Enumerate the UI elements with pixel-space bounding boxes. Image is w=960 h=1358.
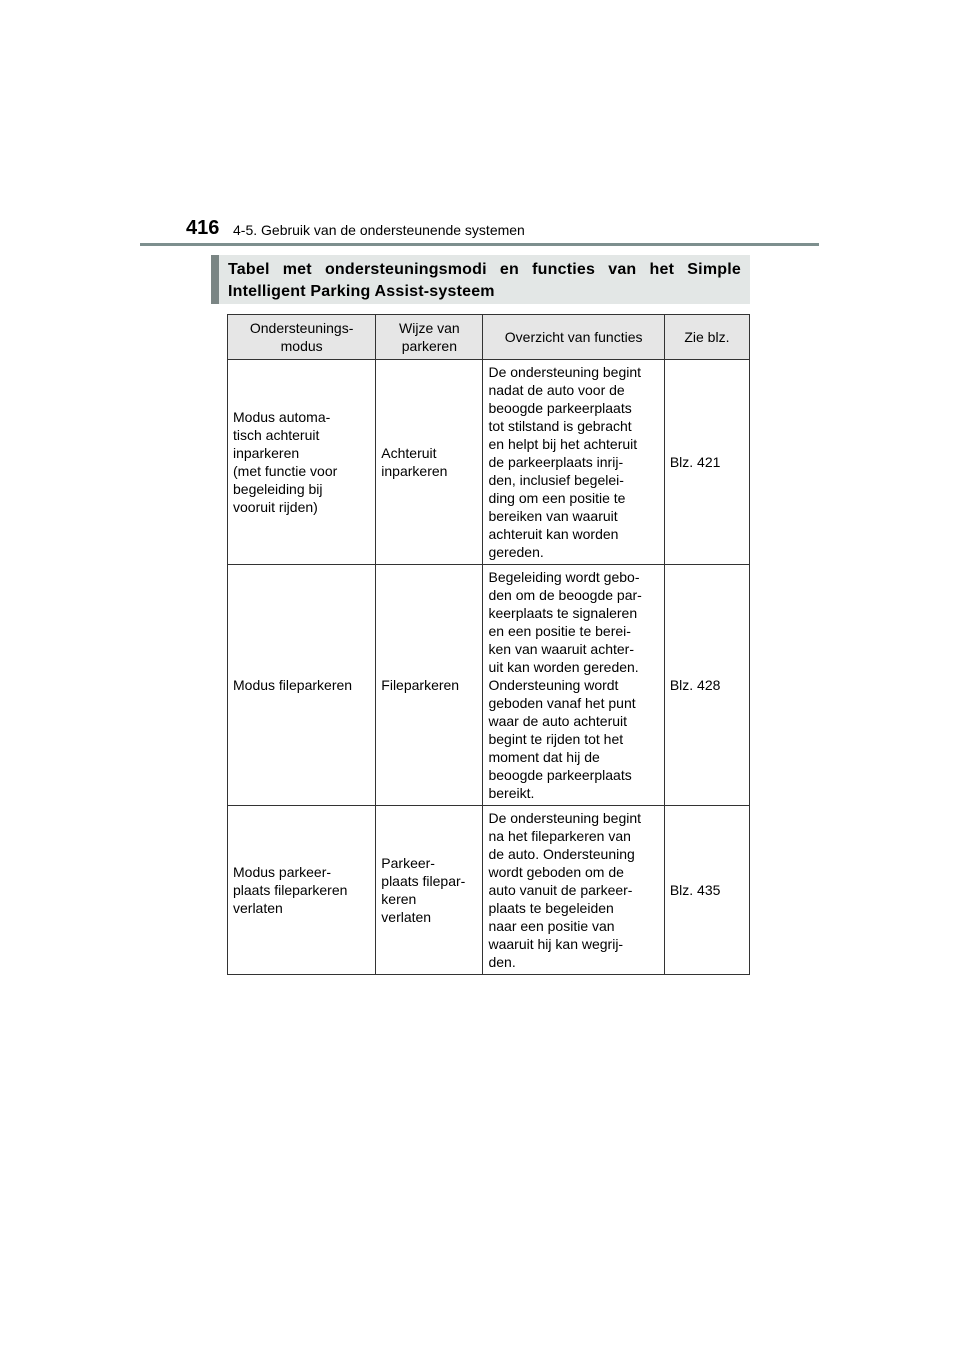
heading-word: en [499,261,519,278]
column-header-mode: Ondersteunings- modus [228,315,376,360]
column-header-method: Wijze van parkeren [376,315,483,360]
cell-method: Achteruit inparkeren [376,360,483,565]
column-header-overview: Overzicht van functies [483,315,664,360]
cell-page-reference: Blz. 428 [664,565,749,806]
heading-word: van [608,261,637,278]
cell-overview: Begeleiding wordt gebo- den om de beoogde par- keerplaats te signaleren en een positie te berei- ken van waaruit achter- uit kan worden gereden. Ondersteuning wordt geboden vanaf het punt waar de auto achteruit begint te rijden tot het moment dat hij de beoogde parkeerplaats bereikt. [483,565,664,806]
cell-mode: Modus fileparkeren [228,565,376,806]
cell-mode: Modus parkeer- plaats fileparkeren verlaten [228,806,376,975]
heading-word: Simple [687,261,741,278]
header-divider [140,243,819,246]
table-row [228,806,750,975]
column-header-page: Zie blz. [664,315,749,360]
heading-word: het [649,261,675,278]
page-number: 416 [186,217,220,239]
cell-method: Parkeer- plaats filepar- keren verlaten [376,806,483,975]
table-header-row [228,315,750,360]
heading-line-1 [228,259,741,281]
assist-modes-table [227,314,750,975]
chapter-title: 4-5. Gebruik van de ondersteunende systemen [233,222,525,238]
heading-word: Tabel [228,261,270,278]
assist-modes-table-container [227,314,750,975]
cell-method: Fileparkeren [376,565,483,806]
table-row [228,565,750,806]
cell-page-reference: Blz. 421 [664,360,749,565]
cell-page-reference: Blz. 435 [664,806,749,975]
cell-overview: De ondersteuning begint nadat de auto voor de beoogde parkeerplaats tot stilstand is gebracht en helpt bij het achteruit de parkeerplaats inrij- den, inclusief begelei- ding om een positie te bereiken van waaruit achteruit kan worden gereden. [483,360,664,565]
heading-word: ondersteuningsmodi [324,261,487,278]
section-heading [211,255,750,304]
heading-word: met [282,261,312,278]
cell-overview: De ondersteuning begint na het fileparkeren van de auto. Ondersteuning wordt geboden om de auto vanuit de parkeer- plaats te begeleiden naar een positie van waaruit hij kan wegrij- den. [483,806,664,975]
table-row [228,360,750,565]
heading-line-2: Intelligent Parking Assist-systeem [228,283,495,300]
heading-word: functies [532,261,596,278]
cell-mode: Modus automa- tisch achteruit inparkeren (met functie voor begeleiding bij vooruit rijden) [228,360,376,565]
